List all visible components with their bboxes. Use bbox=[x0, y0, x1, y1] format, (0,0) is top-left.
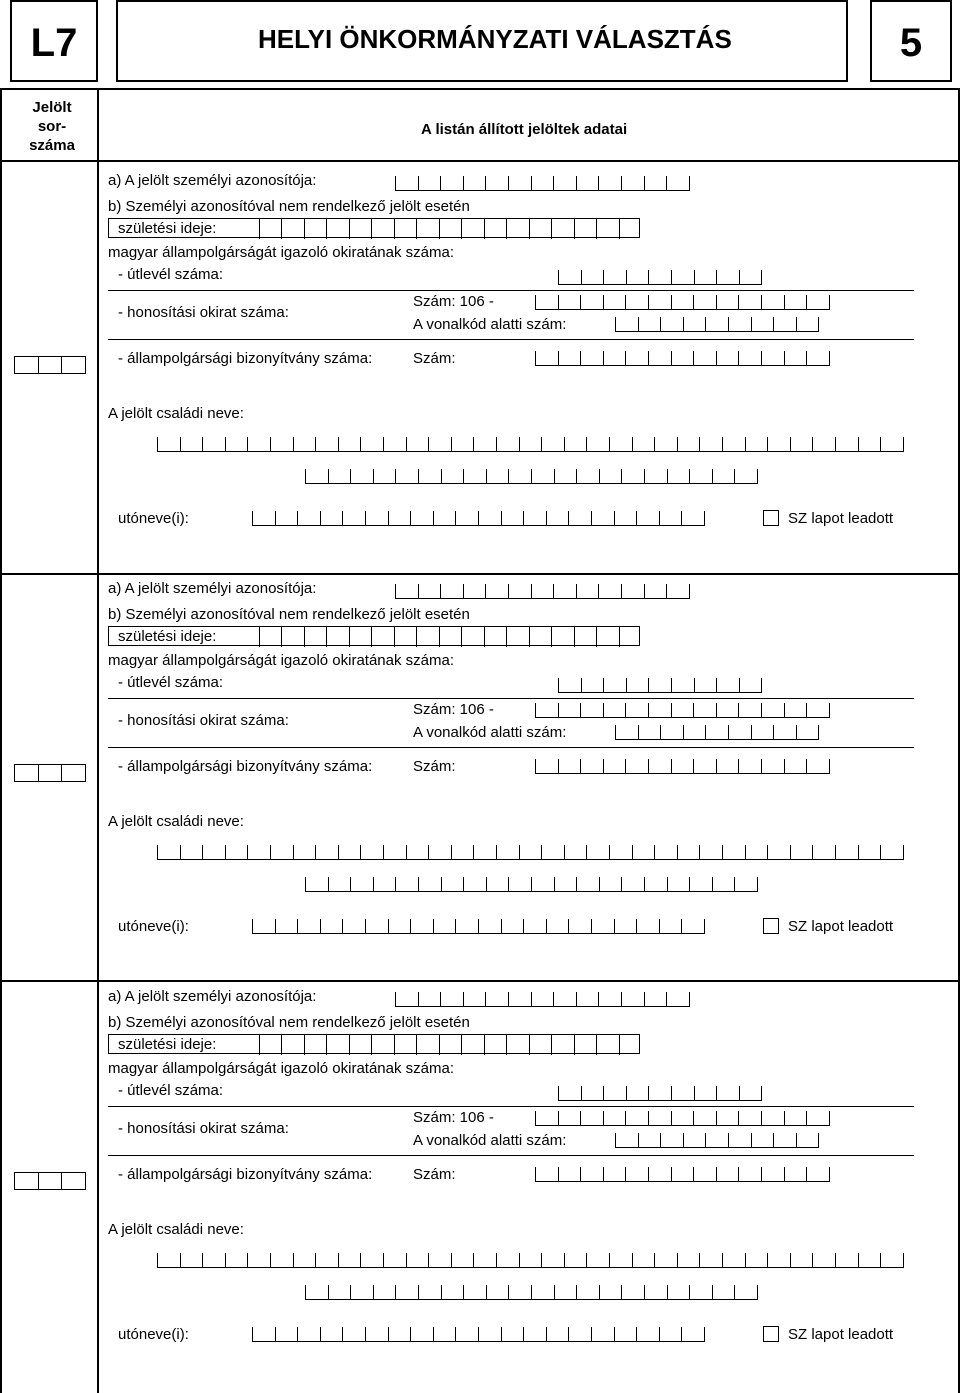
no-id-label: b) Személyi azonosítóval nem rendelkező jelölt esetén bbox=[108, 606, 470, 623]
birth-date-label: születési ideje: bbox=[118, 220, 217, 237]
sz-submitted-checkbox[interactable] bbox=[763, 918, 779, 934]
family-name-field-line1[interactable] bbox=[157, 438, 904, 452]
passport-label: - útlevél száma: bbox=[118, 674, 224, 691]
family-name-field-line2[interactable] bbox=[305, 1286, 758, 1300]
family-name-label: A jelölt családi neve: bbox=[108, 405, 244, 422]
personal-id-label: a) A jelölt személyi azonosítója: bbox=[108, 988, 317, 1005]
certificate-number-field[interactable] bbox=[535, 352, 830, 366]
citizenship-doc-label: magyar állampolgárságát igazoló okiratának száma: bbox=[108, 244, 455, 261]
birth-date-label: születési ideje: bbox=[118, 1036, 217, 1053]
form-code-box bbox=[10, 0, 98, 82]
naturalization-number-field[interactable] bbox=[535, 704, 830, 718]
sz-submitted-label: SZ lapot leadott bbox=[788, 918, 894, 935]
separator bbox=[108, 1155, 914, 1156]
barcode-number-field[interactable] bbox=[615, 318, 819, 332]
personal-id-label: a) A jelölt személyi azonosítója: bbox=[108, 172, 317, 189]
sz-submitted-label: SZ lapot leadott bbox=[788, 1326, 894, 1343]
given-name-label: utóneve(i): bbox=[118, 1326, 189, 1343]
certificate-number-label: Szám: bbox=[413, 350, 456, 367]
personal-id-field[interactable] bbox=[395, 993, 690, 1007]
barcode-label: A vonalkód alatti szám: bbox=[413, 316, 567, 333]
sz-submitted-checkbox[interactable] bbox=[763, 510, 779, 526]
birth-date-label: születési ideje: bbox=[118, 628, 217, 645]
naturalization-label: - honosítási okirat száma: bbox=[118, 1120, 289, 1137]
naturalization-number-prefix: Szám: 106 - bbox=[413, 701, 494, 718]
naturalization-label: - honosítási okirat száma: bbox=[118, 304, 289, 321]
certificate-number-field[interactable] bbox=[535, 1168, 830, 1182]
passport-label: - útlevél száma: bbox=[118, 266, 224, 283]
column-divider bbox=[97, 88, 99, 1393]
sorszam-field[interactable] bbox=[14, 356, 86, 374]
family-name-field-line1[interactable] bbox=[157, 1254, 904, 1268]
row-divider bbox=[0, 980, 960, 982]
naturalization-number-prefix: Szám: 106 - bbox=[413, 1109, 494, 1126]
naturalization-number-field[interactable] bbox=[535, 296, 830, 310]
family-name-field-line2[interactable] bbox=[305, 878, 758, 892]
personal-id-field[interactable] bbox=[395, 177, 690, 191]
page-number-box bbox=[870, 0, 952, 82]
sz-submitted-label: SZ lapot leadott bbox=[788, 510, 894, 527]
no-id-label: b) Személyi azonosítóval nem rendelkező jelölt esetén bbox=[108, 1014, 470, 1031]
certificate-number-field[interactable] bbox=[535, 760, 830, 774]
passport-number-field[interactable] bbox=[558, 1087, 762, 1101]
citizenship-certificate-label: - állampolgársági bizonyítvány száma: bbox=[118, 350, 373, 367]
personal-id-label: a) A jelölt személyi azonosítója: bbox=[108, 580, 317, 597]
barcode-label: A vonalkód alatti szám: bbox=[413, 1132, 567, 1149]
data-header: A listán állított jelöltek adatai bbox=[421, 121, 628, 138]
citizenship-doc-label: magyar állampolgárságát igazoló okiratának száma: bbox=[108, 1060, 455, 1077]
naturalization-number-prefix: Szám: 106 - bbox=[413, 293, 494, 310]
given-name-label: utóneve(i): bbox=[118, 918, 189, 935]
header-row-divider bbox=[0, 160, 960, 162]
passport-label: - útlevél száma: bbox=[118, 1082, 224, 1099]
form-code: L7 bbox=[30, 21, 78, 65]
page-number: 5 bbox=[899, 21, 923, 65]
citizenship-certificate-label: - állampolgársági bizonyítvány száma: bbox=[118, 758, 373, 775]
citizenship-doc-label: magyar állampolgárságát igazoló okiratának száma: bbox=[108, 652, 455, 669]
separator bbox=[108, 698, 914, 699]
citizenship-certificate-label: - állampolgársági bizonyítvány száma: bbox=[118, 1166, 373, 1183]
row-divider bbox=[0, 573, 960, 575]
barcode-number-field[interactable] bbox=[615, 1134, 819, 1148]
sorszam-header: Jelölt sor- száma bbox=[29, 99, 75, 154]
sz-submitted-checkbox[interactable] bbox=[763, 1326, 779, 1342]
no-id-label: b) Személyi azonosítóval nem rendelkező jelölt esetén bbox=[108, 198, 470, 215]
family-name-field-line1[interactable] bbox=[157, 846, 904, 860]
separator bbox=[108, 1106, 914, 1107]
given-name-field[interactable] bbox=[252, 920, 705, 934]
family-name-field-line2[interactable] bbox=[305, 470, 758, 484]
certificate-number-label: Szám: bbox=[413, 758, 456, 775]
passport-number-field[interactable] bbox=[558, 271, 762, 285]
sorszam-field[interactable] bbox=[14, 1172, 86, 1190]
separator bbox=[108, 290, 914, 291]
personal-id-field[interactable] bbox=[395, 585, 690, 599]
barcode-number-field[interactable] bbox=[615, 726, 819, 740]
sorszam-field[interactable] bbox=[14, 764, 86, 782]
family-name-label: A jelölt családi neve: bbox=[108, 1221, 244, 1238]
given-name-field[interactable] bbox=[252, 512, 705, 526]
passport-number-field[interactable] bbox=[558, 679, 762, 693]
form-title: HELYI ÖNKORMÁNYZATI VÁLASZTÁS bbox=[258, 24, 732, 54]
barcode-label: A vonalkód alatti szám: bbox=[413, 724, 567, 741]
family-name-label: A jelölt családi neve: bbox=[108, 813, 244, 830]
given-name-field[interactable] bbox=[252, 1328, 705, 1342]
naturalization-number-field[interactable] bbox=[535, 1112, 830, 1126]
separator bbox=[108, 747, 914, 748]
form-title-box bbox=[116, 0, 848, 82]
separator bbox=[108, 339, 914, 340]
certificate-number-label: Szám: bbox=[413, 1166, 456, 1183]
given-name-label: utóneve(i): bbox=[118, 510, 189, 527]
naturalization-label: - honosítási okirat száma: bbox=[118, 712, 289, 729]
